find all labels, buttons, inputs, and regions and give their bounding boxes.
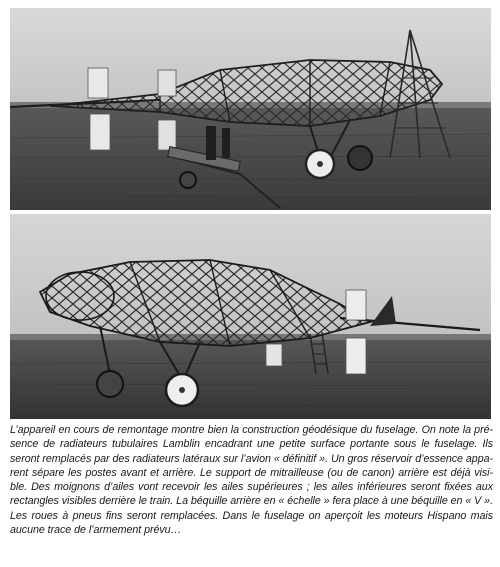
photo-top xyxy=(10,8,491,210)
caption-line: aucune trace de l’armement prévu… xyxy=(10,524,182,537)
caption-line: sence de radiateurs tubulaires Lamblin encadrant une petite surface portante sous le fuselage. Ils xyxy=(10,438,493,451)
caption-line: rent sépare les postes avant et arrière. Le support de mitrailleuse (ou de canon) arrière est déjà visi- xyxy=(10,466,493,479)
photo-bottom xyxy=(10,214,491,419)
airframe-photo-front-view xyxy=(10,214,491,419)
caption-line: L’appareil en cours de remontage montre bien la construction géodésique du fuselage. On note la pré- xyxy=(10,424,493,436)
caption-line: Les roues à pneus fins seront remplacées. Dans le fuselage on aperçoit les moteurs Hispano mais xyxy=(10,509,493,522)
airframe-photo-rear-view xyxy=(10,8,491,210)
photo-caption xyxy=(10,423,493,537)
caption-line: ble. Des moignons d’ailes vont recevoir les ailes supérieures ; les ailes inférieures seront fixées aux xyxy=(10,481,493,494)
caption-line: rectangles visibles derrière le train. La béquille arrière en « échelle » fera place à une béquille en « V ». xyxy=(10,495,493,508)
caption-line: seront remplacés par des radiateurs latéraux sur l’avion « définitif ». Un gros réservoir d’essence appa- xyxy=(10,452,493,465)
